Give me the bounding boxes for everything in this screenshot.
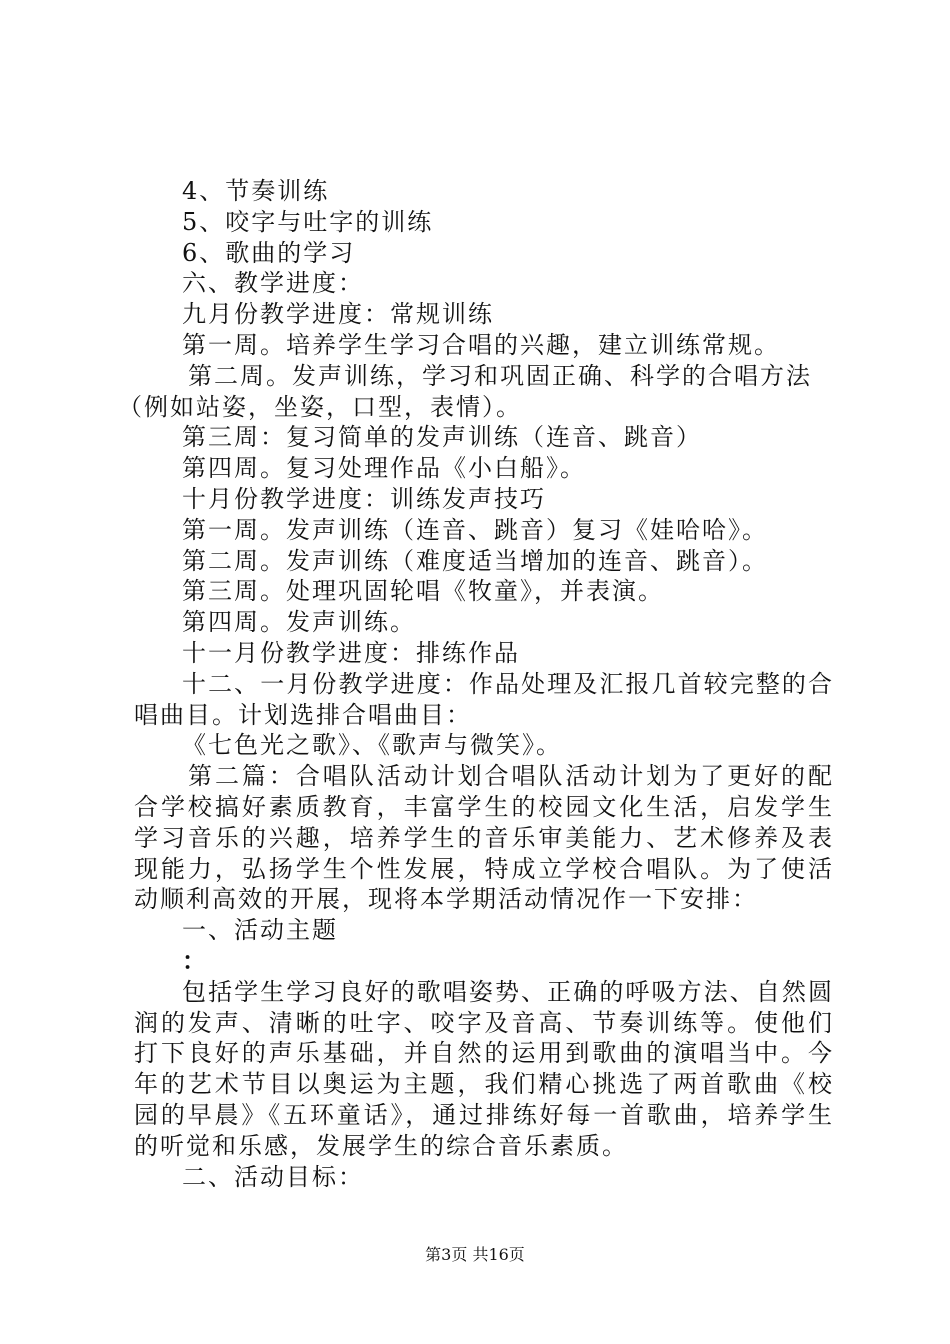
november-heading: 十一月份教学进度：排练作品: [182, 638, 520, 667]
september-week-3: 第三周：复习简单的发声训练（连音、跳音）: [182, 423, 702, 452]
september-week-4: 第四周。复习处理作品《小白船》。: [182, 454, 586, 483]
activity-goals-heading: 二、活动目标：: [182, 1162, 364, 1191]
october-week-1: 第一周。发声训练（连音、跳音）复习《娃哈哈》。: [182, 515, 768, 544]
page-number-footer: 第3页 共16页: [425, 1245, 525, 1264]
october-week-2: 第二周。发声训练（难度适当增加的连音、跳音）。: [182, 546, 768, 575]
october-week-3: 第三周。处理巩固轮唱《牧童》，并表演。: [182, 577, 664, 606]
october-week-4: 第四周。发声训练。: [182, 608, 416, 637]
body-text: [118, 176, 834, 1192]
september-week-2: 第二周。发声训练，学习和巩固正确、科学的合唱方法（例如站姿，坐姿，口型，表情）。: [118, 361, 812, 421]
september-heading: 九月份教学进度：常规训练: [182, 300, 494, 329]
activity-theme-heading: 一、活动主题: [182, 916, 338, 945]
december-january-paragraph: 十二、一月份教学进度：作品处理及汇报几首较完整的合唱曲目。计划选排合唱曲目：: [134, 669, 834, 729]
song-list: 《七色光之歌》、《歌声与微笑》。: [182, 731, 562, 760]
theme-content-paragraph: 包括学生学习良好的歌唱姿势、正确的呼吸方法、自然圆润的发声、清晰的吐字、咬字及音高、节奏训练等。使他们打下良好的声乐基础，并自然的运用到歌曲的演唱当中。今年的艺术节目以奥运为主题，我们精心挑选了两首歌曲《校园的早晨》《五环童话》，通过排练好每一首歌曲，培养学生的听觉和乐感，发展学生的综合音乐素质。: [134, 977, 834, 1160]
october-heading: 十月份教学进度：训练发声技巧: [182, 484, 546, 513]
september-week-1: 第一周。培养学生学习合唱的兴趣，建立训练常规。: [182, 330, 780, 359]
item-5-diction: 5、咬字与吐字的训练: [182, 207, 434, 236]
section-heading-schedule: 六、教学进度：: [182, 269, 364, 298]
part-two-paragraph: 第二篇：合唱队活动计划合唱队活动计划为了更好的配合学校搞好素质教育，丰富学生的校园文化生活，启发学生学习音乐的兴趣，培养学生的音乐审美能力、艺术修养及表现能力，弘扬学生个性发展，特成立学校合唱队。为了使活动顺利高效的开展，现将本学期活动情况作一下安排：: [134, 762, 834, 914]
colon-line: ：: [182, 945, 208, 975]
item-4-rhythm: 4、节奏训练: [182, 177, 330, 205]
item-6-song-learning: 6、歌曲的学习: [182, 238, 356, 267]
